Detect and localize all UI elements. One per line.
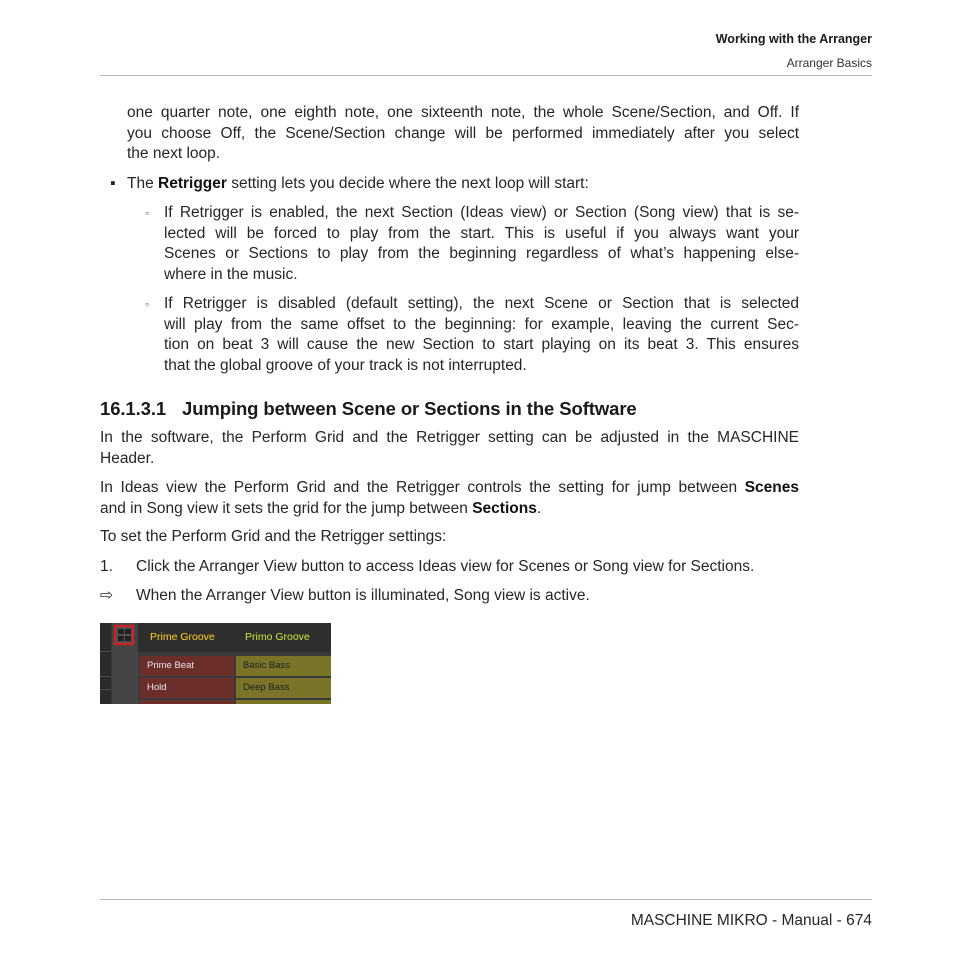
para-2-text-2: and in Song view it sets the grid for the jump between xyxy=(100,499,473,517)
step-1-text: Click the Arranger View button to access Ideas view for Scenes or Song view for Sections. xyxy=(136,558,755,575)
section-number: 16.1.3.1 xyxy=(100,398,167,419)
strip-divider xyxy=(100,689,111,690)
para-2-line-1 xyxy=(100,478,799,499)
intro-line-1: one quarter note, one eighth note, one sixteenth note, the whole Scene/Section, and Off. If xyxy=(127,104,799,121)
footer-divider xyxy=(100,899,872,900)
retrigger-bullet xyxy=(127,174,799,195)
para-2-text-1: In Ideas view the Perform Grid and the Retrigger controls the setting for jump between xyxy=(100,479,745,496)
sections-keyword: Sections xyxy=(472,499,537,517)
grid-cell xyxy=(118,636,124,641)
scenes-keyword: Scenes xyxy=(744,479,799,496)
clip-label: Hold xyxy=(147,682,167,693)
para-2-line-2 xyxy=(100,499,799,520)
grid-cell xyxy=(125,636,131,641)
grid-cell xyxy=(125,629,131,634)
retrigger-keyword: Retrigger xyxy=(158,175,227,192)
result-arrow-icon: ⇨ xyxy=(100,587,113,604)
para-3: To set the Perform Grid and the Retrigger settings: xyxy=(100,528,447,545)
strip-divider xyxy=(100,676,111,677)
clip-label: Prime Beat xyxy=(147,660,194,671)
subbullet-marker-1: ◦ xyxy=(145,206,150,220)
section-heading xyxy=(100,398,637,420)
subbullet-marker-2: ◦ xyxy=(145,297,150,311)
intro-line-2: you choose Off, the Scene/Section change will be performed immediately after you select xyxy=(127,124,799,142)
subbullet-1-line-4: where in the music. xyxy=(164,265,298,283)
left-strip xyxy=(100,623,111,704)
scene-label-1[interactable]: Prime Groove xyxy=(150,631,215,643)
arranger-screenshot xyxy=(100,623,331,704)
subbullet-2-line-1: If Retrigger is disabled (default setting), the next Scene or Section that is selected xyxy=(164,295,799,312)
section-title: Jumping between Scene or Sections in the Software xyxy=(182,398,637,419)
running-header-subtitle: Arranger Basics xyxy=(786,56,872,70)
page-footer: MASCHINE MIKRO - Manual - 674 xyxy=(630,912,872,929)
para-1-line-2: Header. xyxy=(100,449,155,467)
subbullet-2-line-3: tion on beat 3 will cause the new Section to start playing on its beat 3. This ensures xyxy=(164,336,799,353)
step-number: 1. xyxy=(100,558,113,575)
subbullet-2-line-4: that the global groove of your track is not interrupted. xyxy=(164,356,527,374)
grid-cell xyxy=(118,629,124,634)
subbullet-1-line-2: lected will be forced to play from the start. This is useful if you always want your xyxy=(164,224,799,242)
header-divider xyxy=(100,75,872,76)
subbullet-1-line-3: Scenes or Sections to play from the beginning regardless of what’s happening else- xyxy=(164,245,799,262)
clip-label: Deep Bass xyxy=(243,682,290,693)
scene-label-2[interactable]: Primo Groove xyxy=(245,631,310,643)
bullet-marker: ▪ xyxy=(110,175,116,192)
retrigger-text-after: setting lets you decide where the next loop will start: xyxy=(226,175,589,192)
clip-cell[interactable] xyxy=(140,700,234,704)
clip-label: Basic Bass xyxy=(243,660,290,671)
para-1-line-1: In the software, the Perform Grid and the Retrigger setting can be adjusted in the MASCHINE xyxy=(100,429,799,446)
strip-divider xyxy=(100,651,111,652)
running-header-title: Working with the Arranger xyxy=(715,32,872,46)
subbullet-1-line-1: If Retrigger is enabled, the next Section (Ideas view) or Section (Song view) that is se- xyxy=(164,204,799,221)
intro-line-3: the next loop. xyxy=(127,145,221,162)
clip-cell[interactable] xyxy=(236,700,331,704)
arranger-view-button[interactable] xyxy=(114,625,134,645)
result-text: When the Arranger View button is illuminated, Song view is active. xyxy=(136,587,590,604)
para-2-text-3: . xyxy=(536,499,542,517)
subbullet-2-line-2: will play from the same offset to the beginning: for example, leaving the current Sec- xyxy=(164,315,799,333)
retrigger-text-before: The xyxy=(127,175,159,192)
